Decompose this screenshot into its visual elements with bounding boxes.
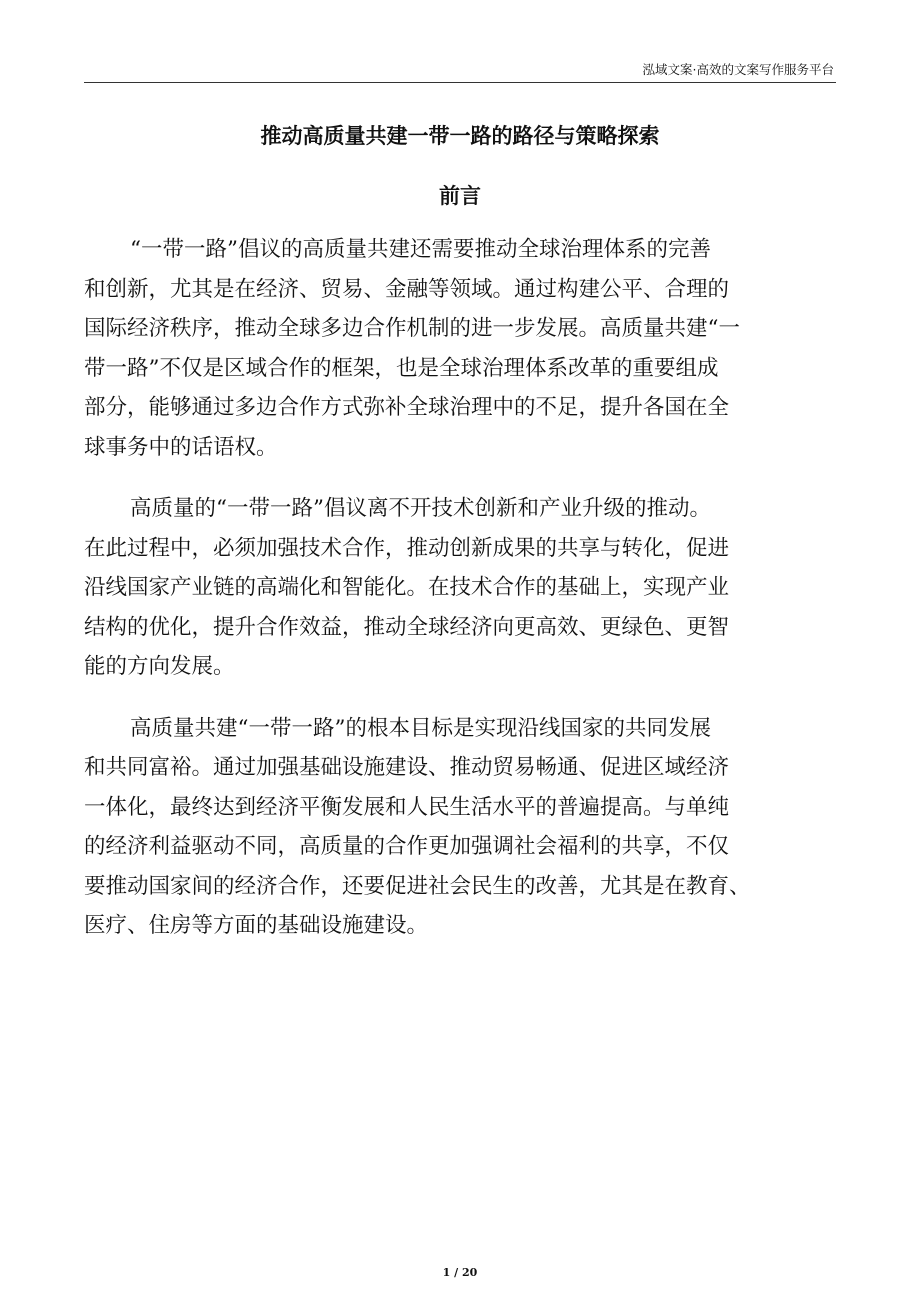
header-site-text: 泓域文案·高效的文案写作服务平台	[642, 62, 834, 77]
paragraph-line: 部分，能够通过多边合作方式弥补全球治理中的不足，提升各国在全	[84, 395, 730, 420]
header-divider	[84, 82, 836, 83]
page-number: 1 / 20	[442, 1266, 478, 1279]
paragraph-line: 高质量共建“一带一路”的根本目标是实现沿线国家的共同发展	[130, 715, 711, 741]
paragraph-line: 医疗、住房等方面的基础设施建设。	[84, 913, 429, 938]
paragraph-line: 球事务中的话语权。	[84, 434, 278, 460]
document-body	[84, 230, 844, 968]
paragraph-1	[84, 230, 844, 467]
paragraph-line: 高质量的“一带一路”倡议离不开技术创新和产业升级的推动。	[130, 496, 711, 521]
paragraph-line: 结构的优化，提升合作效益，推动全球经济向更高效、更绿色、更智	[84, 614, 730, 640]
paragraph-2	[84, 489, 844, 687]
paragraph-line: 的经济利益驱动不同，高质量的合作更加强调社会福利的共享，不仅	[84, 834, 730, 859]
paragraph-line: 一体化，最终达到经济平衡发展和人民生活水平的普遍提高。与单纯	[84, 794, 730, 820]
paragraph-line: “一带一路”倡议的高质量共建还需要推动全球治理体系的完善	[130, 237, 711, 262]
section-heading: 前言	[439, 184, 481, 208]
paragraph-3	[84, 709, 844, 946]
paragraph-line: 能的方向发展。	[84, 654, 235, 679]
paragraph-line: 国际经济秩序，推动全球多边合作机制的进一步发展。高质量共建“一	[84, 316, 740, 341]
paragraph-line: 和创新，尤其是在经济、贸易、金融等领域。通过构建公平、合理的	[84, 276, 730, 302]
paragraph-line: 要推动国家间的经济合作，还要促进社会民生的改善，尤其是在教育、	[84, 873, 751, 899]
paragraph-line: 和共同富裕。通过加强基础设施建设、推动贸易畅通、促进区域经济	[84, 755, 730, 780]
paragraph-line: 沿线国家产业链的高端化和智能化。在技术合作的基础上，实现产业	[84, 575, 730, 600]
paragraph-line: 带一路”不仅是区域合作的框架，也是全球治理体系改革的重要组成	[84, 355, 719, 381]
document-title: 推动高质量共建一带一路的路径与策略探索	[260, 124, 660, 148]
paragraph-line: 在此过程中，必须加强技术合作，推动创新成果的共享与转化，促进	[84, 535, 730, 561]
